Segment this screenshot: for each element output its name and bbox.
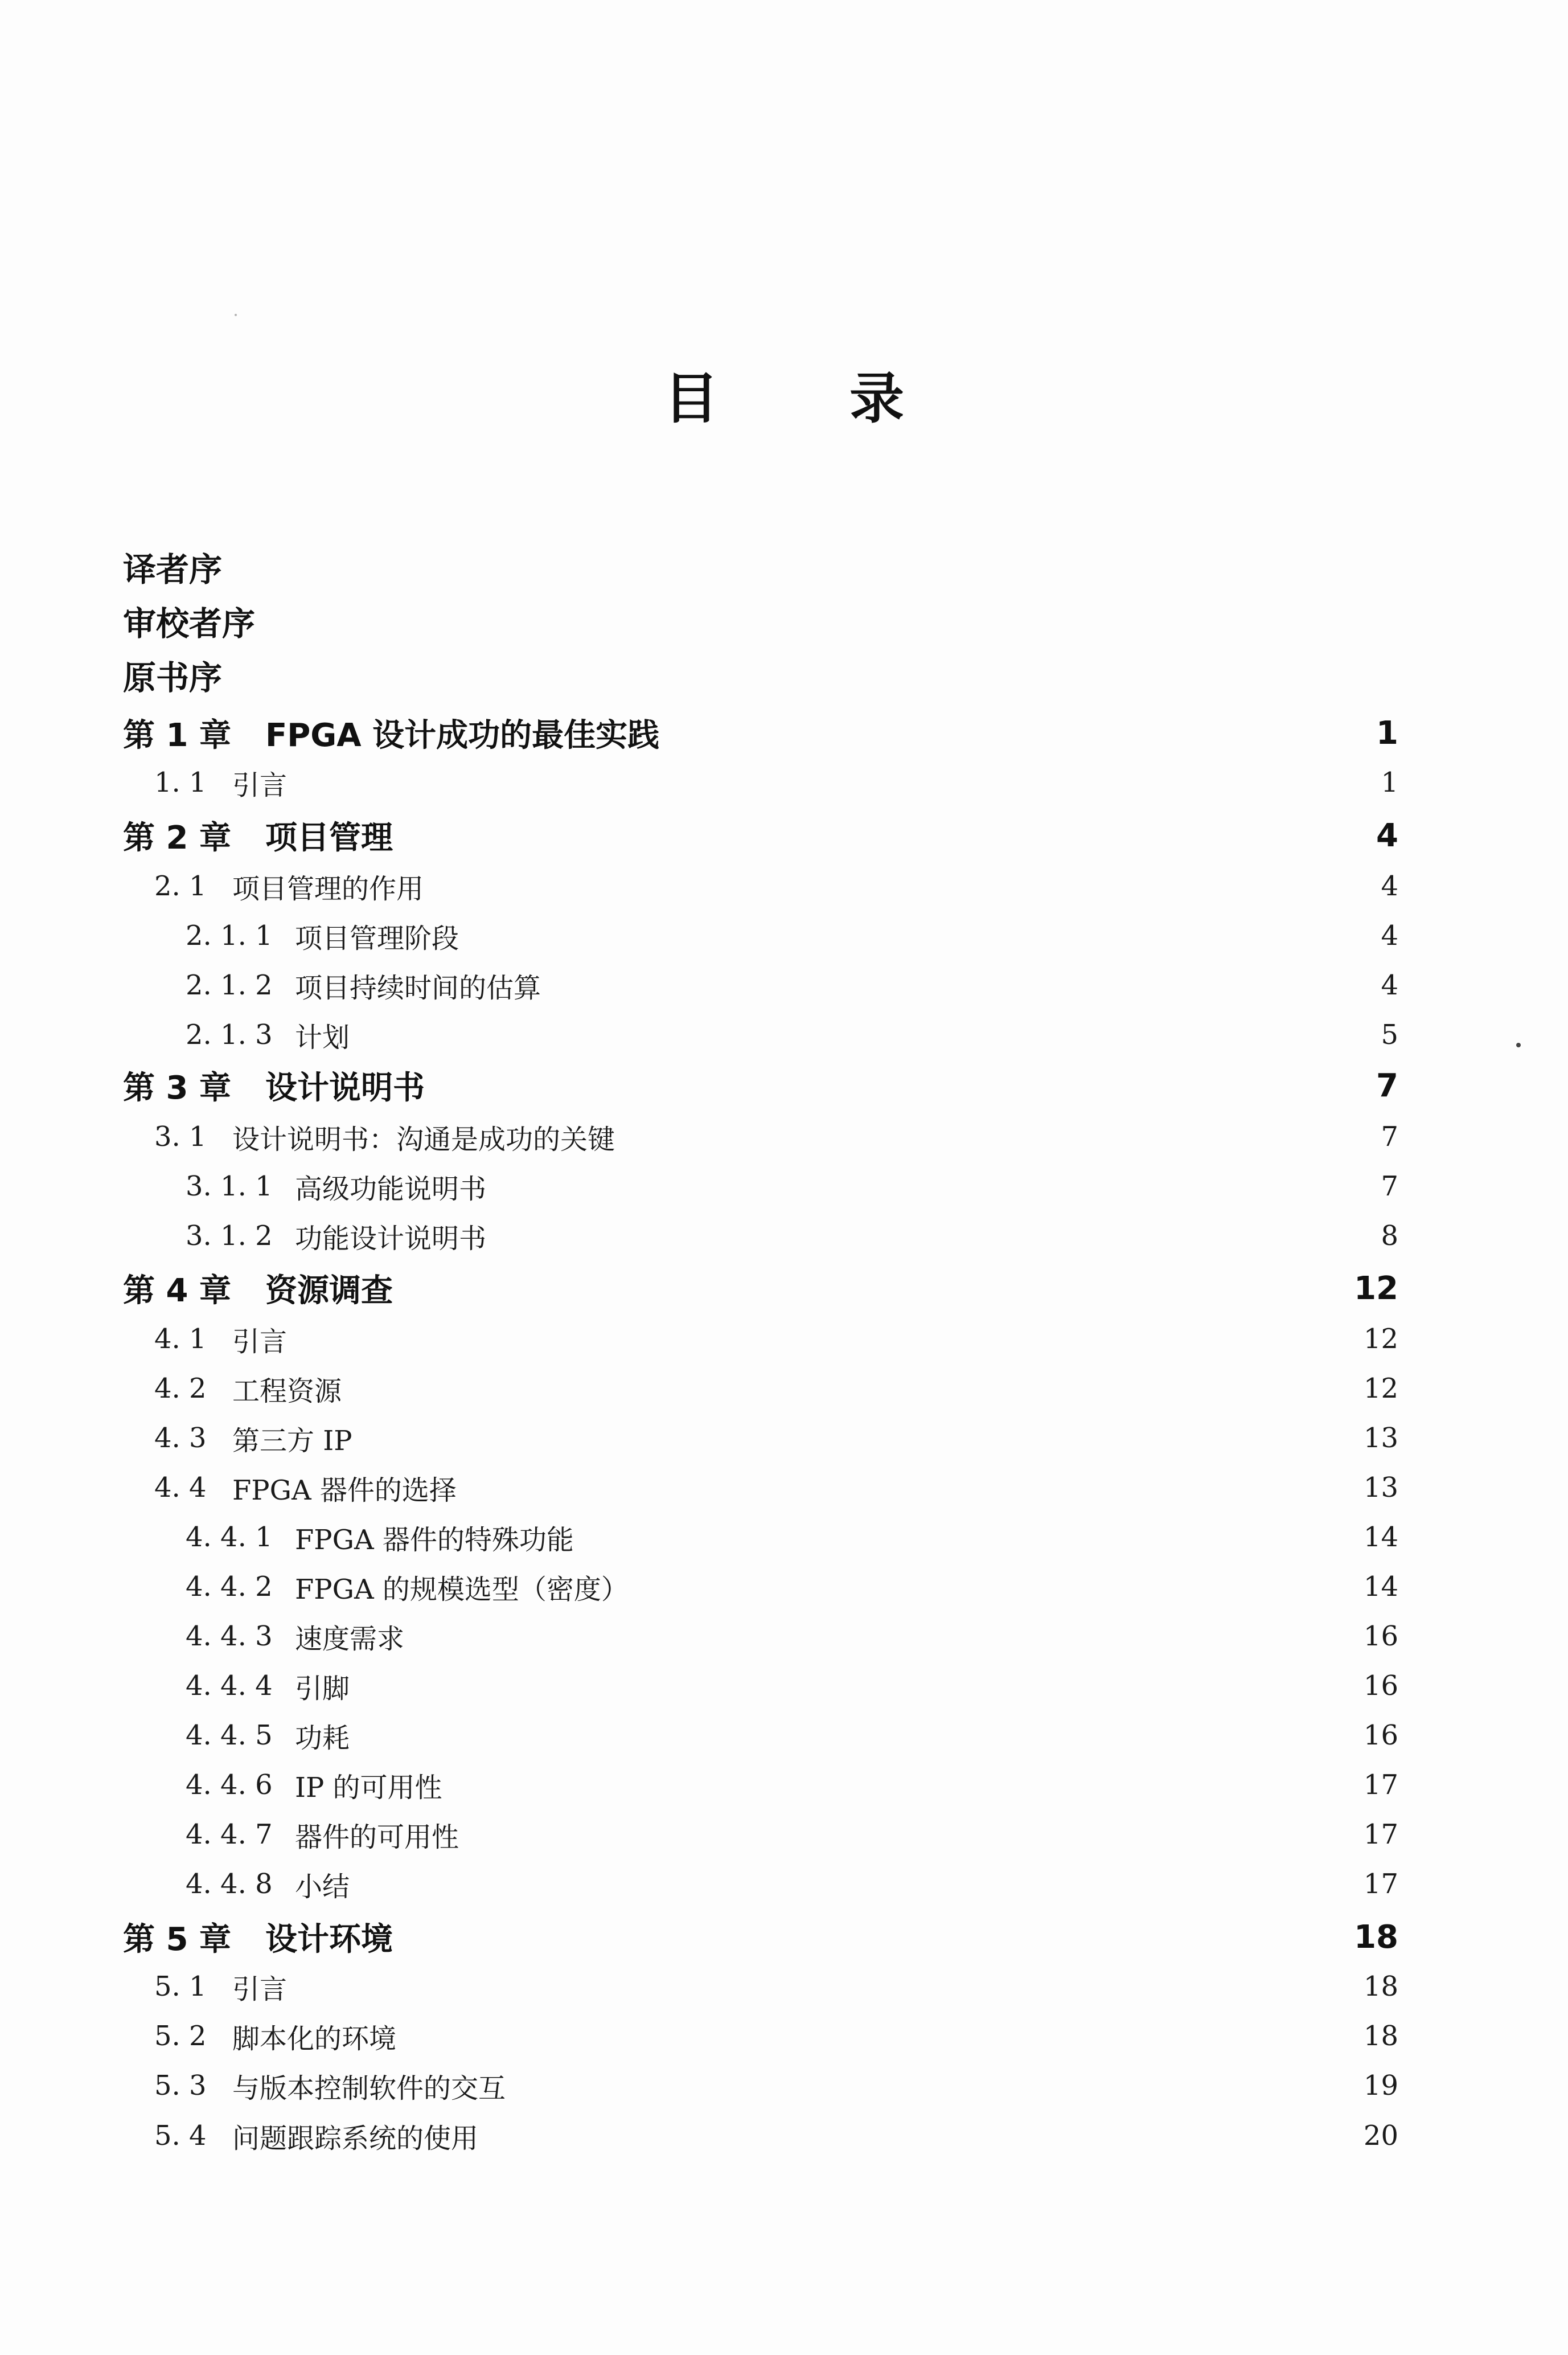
toc-section-title: FPGA 器件的选择 bbox=[232, 1474, 457, 1506]
toc-section-number: 4. 3 bbox=[154, 1422, 207, 1454]
toc-section-title: 第三方 IP bbox=[232, 1424, 352, 1457]
toc-page-number: 17 bbox=[1363, 1819, 1398, 1850]
toc-page-number: 4 bbox=[1376, 817, 1398, 854]
toc-page-number: 12 bbox=[1363, 1323, 1398, 1355]
toc-page-number: 7 bbox=[1381, 1121, 1398, 1153]
toc-subsection-entry[interactable] bbox=[186, 1516, 1398, 1559]
toc-subsection-entry[interactable] bbox=[186, 1214, 1398, 1258]
toc-subsection-entry[interactable] bbox=[186, 1862, 1398, 1906]
toc-dot-leader bbox=[637, 1565, 1356, 1608]
toc-chapter-title: 资源调查 bbox=[265, 1272, 393, 1309]
toc-section-entry[interactable] bbox=[154, 2114, 1398, 2157]
toc-chapter-number: 第 5 章 bbox=[123, 1921, 231, 1958]
page-speck bbox=[1516, 1043, 1521, 1047]
toc-section-entry[interactable] bbox=[154, 1965, 1398, 2008]
toc-page-number: 12 bbox=[1354, 1269, 1398, 1307]
toc-subsection-entry[interactable] bbox=[186, 1763, 1398, 1807]
toc-page-number: 16 bbox=[1363, 1670, 1398, 1702]
page-title-char-2: 录 bbox=[849, 367, 904, 431]
toc-subsection-number: 2. 1. 2 bbox=[186, 969, 273, 1001]
toc-dot-leader bbox=[295, 1965, 1356, 2008]
toc-subsection-title: 引脚 bbox=[295, 1672, 350, 1705]
toc-section-entry[interactable] bbox=[154, 1416, 1398, 1460]
toc-chapter-entry[interactable] bbox=[123, 1267, 1398, 1310]
toc-dot-leader bbox=[358, 1862, 1356, 1906]
toc-chapter-title: 设计环境 bbox=[265, 1921, 393, 1958]
toc-page-number: 7 bbox=[1381, 1170, 1398, 1202]
toc-page-number: 14 bbox=[1363, 1521, 1398, 1553]
toc-section-number: 5. 4 bbox=[154, 2120, 207, 2152]
toc-section-title: 与版本控制软件的交互 bbox=[232, 2072, 506, 2104]
toc-section-entry[interactable] bbox=[154, 1367, 1398, 1410]
toc-chapter-number: 第 1 章 bbox=[123, 717, 231, 754]
toc-subsection-title: 功耗 bbox=[295, 1722, 350, 1754]
toc-page-number: 13 bbox=[1363, 1422, 1398, 1454]
toc-section-entry[interactable] bbox=[154, 1115, 1398, 1158]
toc-dot-leader bbox=[467, 1813, 1356, 1856]
page-speck bbox=[235, 314, 237, 316]
toc-section-number: 4. 4 bbox=[154, 1472, 207, 1504]
toc-subsection-number: 4. 4. 4 bbox=[186, 1670, 273, 1702]
toc-dot-leader bbox=[433, 1064, 1365, 1107]
toc-page-number: 17 bbox=[1363, 1868, 1398, 1900]
page-title-char-1: 目 bbox=[664, 367, 719, 431]
toc-subsection-title: FPGA 器件的特殊功能 bbox=[295, 1523, 574, 1556]
page-title bbox=[0, 364, 1568, 433]
toc-subsection-title: 项目持续时间的估算 bbox=[295, 972, 541, 1004]
front-matter-reviewer-preface[interactable]: 审校者序 bbox=[123, 604, 256, 643]
toc-section-title: 引言 bbox=[232, 1325, 288, 1358]
front-matter-original-preface[interactable]: 原书序 bbox=[123, 658, 223, 697]
toc-dot-leader bbox=[494, 1165, 1365, 1208]
toc-section-title: 引言 bbox=[232, 769, 288, 801]
toc-page-number: 1 bbox=[1376, 714, 1398, 752]
toc-section-entry[interactable] bbox=[154, 1466, 1398, 1509]
toc-page-number: 20 bbox=[1363, 2120, 1398, 2152]
toc-dot-leader bbox=[432, 865, 1365, 908]
toc-section-title: 项目管理的作用 bbox=[232, 873, 424, 905]
toc-page-number: 4 bbox=[1381, 870, 1398, 902]
toc-dot-leader bbox=[358, 1013, 1365, 1056]
toc-section-number: 5. 1 bbox=[154, 1971, 207, 2002]
toc-dot-leader bbox=[401, 814, 1365, 857]
toc-dot-leader bbox=[295, 761, 1365, 804]
toc-section-number: 1. 1 bbox=[154, 767, 207, 798]
toc-subsection-number: 2. 1. 1 bbox=[186, 920, 273, 952]
toc-page-number: 12 bbox=[1363, 1373, 1398, 1404]
toc-subsection-entry[interactable] bbox=[186, 1615, 1398, 1658]
toc-section-number: 4. 1 bbox=[154, 1323, 207, 1355]
toc-section-number: 5. 2 bbox=[154, 2020, 207, 2052]
toc-chapter-title: FPGA 设计成功的最佳实践 bbox=[265, 717, 660, 754]
toc-dot-leader bbox=[412, 1615, 1356, 1658]
toc-subsection-number: 4. 4. 1 bbox=[186, 1521, 273, 1553]
toc-subsection-entry[interactable] bbox=[186, 1813, 1398, 1856]
front-matter-translator-preface[interactable]: 译者序 bbox=[123, 550, 223, 589]
toc-subsection-number: 4. 4. 8 bbox=[186, 1868, 273, 1900]
toc-subsection-title: IP 的可用性 bbox=[295, 1771, 442, 1804]
toc-subsection-entry[interactable] bbox=[186, 1165, 1398, 1208]
toc-subsection-title: 速度需求 bbox=[295, 1623, 405, 1655]
toc-subsection-number: 4. 4. 3 bbox=[186, 1620, 273, 1652]
toc-page-number: 8 bbox=[1381, 1220, 1398, 1252]
toc-subsection-entry[interactable] bbox=[186, 964, 1398, 1007]
toc-subsection-title: 计划 bbox=[295, 1021, 350, 1054]
toc-section-entry[interactable] bbox=[154, 2014, 1398, 2058]
toc-page-number: 18 bbox=[1363, 1971, 1398, 2002]
toc-page-number: 4 bbox=[1381, 920, 1398, 952]
toc-chapter-number: 第 4 章 bbox=[123, 1272, 231, 1309]
toc-dot-leader bbox=[295, 1317, 1356, 1361]
toc-page-number: 18 bbox=[1354, 1918, 1398, 1956]
toc-chapter-entry[interactable] bbox=[123, 814, 1398, 857]
toc-section-title: 工程资源 bbox=[232, 1375, 342, 1407]
toc-subsection-entry[interactable] bbox=[186, 1664, 1398, 1707]
toc-section-title: 引言 bbox=[232, 1973, 288, 2005]
toc-subsection-title: 小结 bbox=[295, 1870, 350, 1903]
toc-page-number: 16 bbox=[1363, 1719, 1398, 1751]
toc-subsection-entry[interactable] bbox=[186, 914, 1398, 957]
toc-subsection-entry[interactable] bbox=[186, 1714, 1398, 1757]
toc-dot-leader bbox=[358, 1664, 1356, 1707]
toc-chapter-entry[interactable] bbox=[123, 1915, 1398, 1959]
toc-dot-leader bbox=[549, 964, 1365, 1007]
toc-subsection-title: 项目管理阶段 bbox=[295, 922, 459, 955]
toc-page-number: 4 bbox=[1381, 969, 1398, 1001]
toc-page-number: 1 bbox=[1381, 767, 1398, 798]
toc-section-entry[interactable] bbox=[154, 2064, 1398, 2107]
toc-page-number: 5 bbox=[1381, 1019, 1398, 1051]
toc-dot-leader bbox=[494, 1214, 1365, 1258]
toc-subsection-number: 4. 4. 6 bbox=[186, 1769, 273, 1801]
toc-section-title: 设计说明书：沟通是成功的关键 bbox=[232, 1123, 615, 1156]
toc-page-number: 14 bbox=[1363, 1571, 1398, 1603]
toc-dot-leader bbox=[667, 711, 1365, 755]
toc-dot-leader bbox=[360, 1416, 1356, 1460]
toc-page-number: 13 bbox=[1363, 1472, 1398, 1504]
toc-subsection-number: 2. 1. 3 bbox=[186, 1019, 273, 1051]
toc-subsection-title: 功能设计说明书 bbox=[295, 1222, 487, 1255]
toc-section-entry[interactable] bbox=[154, 865, 1398, 908]
toc-dot-leader bbox=[582, 1516, 1356, 1559]
toc-chapter-entry[interactable] bbox=[123, 1064, 1398, 1107]
toc-subsection-entry[interactable] bbox=[186, 1013, 1398, 1056]
toc-section-title: 脚本化的环境 bbox=[232, 2022, 397, 2055]
toc-page-number: 19 bbox=[1363, 2070, 1398, 2102]
toc-chapter-number: 第 3 章 bbox=[123, 1070, 231, 1107]
toc-dot-leader bbox=[350, 1367, 1356, 1410]
toc-dot-leader bbox=[514, 2064, 1356, 2107]
toc-subsection-number: 3. 1. 1 bbox=[186, 1170, 273, 1202]
toc-page-number: 18 bbox=[1363, 2020, 1398, 2052]
toc-section-number: 3. 1 bbox=[154, 1121, 207, 1153]
toc-chapter-title: 设计说明书 bbox=[265, 1070, 425, 1107]
toc-subsection-number: 4. 4. 2 bbox=[186, 1571, 273, 1603]
toc-subsection-title: 器件的可用性 bbox=[295, 1821, 459, 1853]
toc-dot-leader bbox=[404, 2014, 1356, 2058]
toc-subsection-number: 4. 4. 7 bbox=[186, 1819, 273, 1850]
toc-section-number: 5. 3 bbox=[154, 2070, 207, 2102]
toc-section-number: 2. 1 bbox=[154, 870, 207, 902]
toc-dot-leader bbox=[450, 1763, 1356, 1807]
toc-section-entry[interactable] bbox=[154, 761, 1398, 804]
toc-subsection-title: 高级功能说明书 bbox=[295, 1173, 487, 1205]
toc-dot-leader bbox=[358, 1714, 1356, 1757]
toc-page-number: 7 bbox=[1376, 1067, 1398, 1104]
toc-chapter-title: 项目管理 bbox=[265, 820, 393, 857]
toc-dot-leader bbox=[465, 1466, 1356, 1509]
toc-section-entry[interactable] bbox=[154, 1317, 1398, 1361]
toc-section-number: 4. 2 bbox=[154, 1373, 207, 1404]
toc-chapter-entry[interactable] bbox=[123, 711, 1398, 755]
toc-subsection-title: FPGA 的规模选型（密度） bbox=[295, 1573, 629, 1606]
toc-page-number: 17 bbox=[1363, 1769, 1398, 1801]
toc-dot-leader bbox=[623, 1115, 1365, 1158]
toc-subsection-number: 4. 4. 5 bbox=[186, 1719, 273, 1751]
toc-chapter-number: 第 2 章 bbox=[123, 820, 231, 857]
toc-dot-leader bbox=[486, 2114, 1356, 2157]
toc-section-title: 问题跟踪系统的使用 bbox=[232, 2122, 479, 2155]
toc-subsection-entry[interactable] bbox=[186, 1565, 1398, 1608]
toc-dot-leader bbox=[467, 914, 1365, 957]
toc-dot-leader bbox=[401, 1915, 1346, 1959]
toc-subsection-number: 3. 1. 2 bbox=[186, 1220, 273, 1252]
toc-page-number: 16 bbox=[1363, 1620, 1398, 1652]
toc-dot-leader bbox=[401, 1267, 1346, 1310]
